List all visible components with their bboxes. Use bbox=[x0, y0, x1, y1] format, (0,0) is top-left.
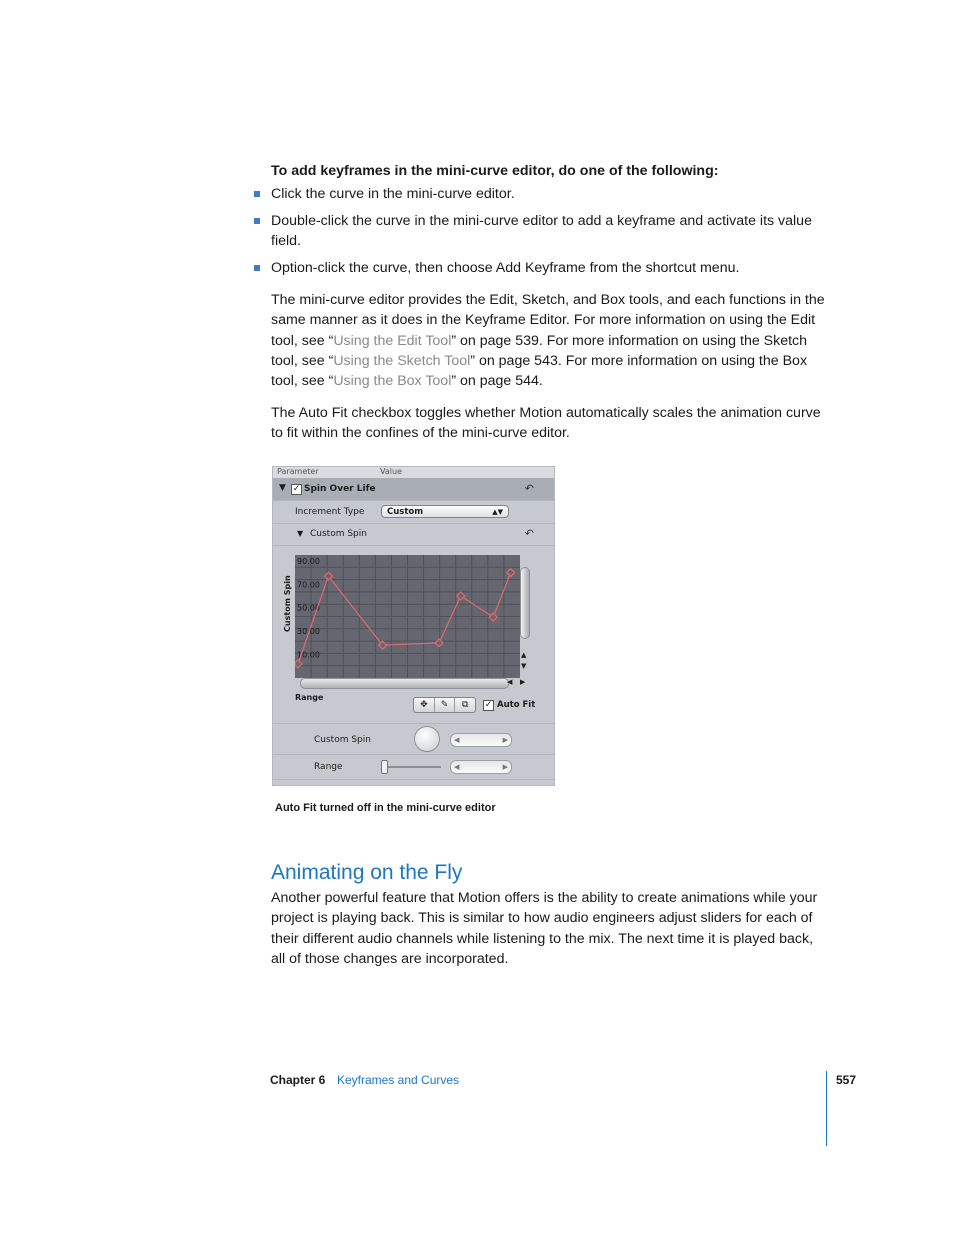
footer-chapter-title[interactable]: Keyframes and Curves bbox=[337, 1073, 460, 1087]
range-field[interactable] bbox=[450, 760, 512, 774]
disclosure-triangle-icon[interactable]: ▼ bbox=[297, 529, 304, 538]
bullet-icon bbox=[254, 218, 260, 224]
spin-over-life-row bbox=[273, 479, 554, 501]
column-parameter: Parameter bbox=[277, 467, 319, 476]
scroll-left-icon[interactable]: ◀ bbox=[507, 678, 513, 686]
y-tick-label: 30.00 bbox=[297, 627, 320, 637]
increment-type-label: Increment Type bbox=[295, 507, 365, 517]
range-row-label: Range bbox=[314, 762, 343, 772]
list-item: Option-click the curve, then choose Add Keyframe from the shortcut menu. bbox=[254, 258, 834, 278]
list-item: Click the curve in the mini-curve editor. bbox=[254, 184, 834, 204]
bullet-icon bbox=[254, 191, 260, 197]
tools-paragraph: The mini-curve editor provides the Edit, Sketch, and Box tools, and each functions in the same manner as it does in the Keyframe Editor. For more information on using the Edit tool, see “Using the Edit Tool” on page 539. For more information on using the Sketch tool, see “Using the Sketch Tool” on page 543. For more information on using the Box tool, see “Using the Box Tool” on page 544. bbox=[271, 292, 825, 390]
y-tick-label: 70.00 bbox=[297, 580, 320, 590]
custom-spin-row bbox=[273, 724, 554, 755]
dial-knob[interactable] bbox=[414, 726, 440, 752]
auto-fit-label: Auto Fit bbox=[497, 700, 536, 710]
scroll-down-icon[interactable]: ▼ bbox=[521, 662, 527, 670]
popup-arrows-icon: ▲▼ bbox=[492, 508, 503, 516]
scroll-up-icon[interactable]: ▲ bbox=[521, 651, 527, 659]
bullet-list bbox=[254, 184, 834, 285]
keyframe-point bbox=[489, 613, 497, 621]
y-tick-label: 50.00 bbox=[297, 603, 320, 613]
y-tick-label: 90.00 bbox=[297, 556, 320, 566]
link-sketch-tool[interactable]: Using the Sketch Tool bbox=[333, 352, 471, 369]
vertical-scrollbar[interactable] bbox=[520, 567, 530, 677]
box-tool-icon[interactable]: ⧉ bbox=[461, 700, 469, 710]
custom-spin-group-label: Custom Spin bbox=[310, 529, 367, 539]
sketch-tool-icon[interactable]: ✎ bbox=[435, 698, 456, 712]
custom-spin-field[interactable] bbox=[450, 733, 512, 747]
curve-line bbox=[298, 573, 511, 664]
scroll-thumb[interactable] bbox=[520, 567, 530, 639]
column-header bbox=[273, 467, 554, 479]
y-axis-label: Custom Spin bbox=[283, 575, 292, 632]
inspector-screenshot bbox=[272, 466, 555, 786]
footer-rule bbox=[826, 1071, 827, 1146]
group-label: Spin Over Life bbox=[304, 484, 376, 494]
increment-icon: ▶ bbox=[502, 763, 508, 771]
keyframe-point bbox=[457, 592, 465, 600]
range-label: Range bbox=[295, 693, 324, 702]
scroll-right-icon[interactable]: ▶ bbox=[520, 678, 526, 686]
list-item: Double-click the curve in the mini-curve editor to add a keyframe and activate its value field. bbox=[254, 211, 834, 252]
reset-icon[interactable]: ↶ bbox=[524, 482, 534, 495]
column-value: Value bbox=[380, 467, 402, 476]
link-edit-tool[interactable]: Using the Edit Tool bbox=[333, 332, 452, 349]
increment-type-row bbox=[273, 501, 554, 524]
custom-spin-group-row bbox=[273, 524, 554, 546]
y-tick-label: 10.00 bbox=[297, 650, 320, 660]
range-row bbox=[273, 755, 554, 780]
auto-fit-checkbox[interactable]: ✓ bbox=[484, 700, 493, 710]
decrement-icon: ◀ bbox=[454, 763, 460, 771]
instruction-heading: To add keyframes in the mini-curve editor, do one of the following: bbox=[271, 163, 719, 179]
increment-icon: ▶ bbox=[502, 736, 508, 744]
mini-curve-editor[interactable] bbox=[295, 555, 520, 678]
figure-caption: Auto Fit turned off in the mini-curve editor bbox=[275, 802, 496, 814]
link-box-tool[interactable]: Using the Box Tool bbox=[333, 373, 452, 390]
keyframe-point bbox=[435, 639, 443, 647]
increment-type-popup[interactable]: Custom ▲▼ bbox=[381, 505, 509, 518]
custom-spin-label: Custom Spin bbox=[314, 735, 371, 745]
curve-tools bbox=[413, 697, 476, 713]
enable-checkbox[interactable]: ✓ bbox=[292, 484, 301, 494]
disclosure-triangle-icon[interactable]: ▼ bbox=[279, 483, 286, 493]
keyframe-point bbox=[507, 569, 515, 577]
range-slider-thumb[interactable] bbox=[381, 760, 388, 774]
horizontal-scrollbar[interactable] bbox=[300, 678, 509, 689]
edit-tool-icon[interactable]: ✥ bbox=[414, 698, 435, 712]
keyframe-point bbox=[295, 660, 302, 668]
auto-fit-paragraph: The Auto Fit checkbox toggles whether Motion automatically scales the animation curve to fit within the confines of the mini-curve editor. bbox=[271, 405, 821, 442]
decrement-icon: ◀ bbox=[454, 736, 460, 744]
footer-chapter: Chapter 6 bbox=[270, 1073, 326, 1087]
section-paragraph: Another powerful feature that Motion offers is the ability to create animations while your project is playing back. This is similar to how audio engineers adjust sliders for each of their different audio channels while listening to the mix. The next time it is played back, all of those changes are incorporated. bbox=[271, 890, 818, 967]
bullet-icon bbox=[254, 265, 260, 271]
page-number: 557 bbox=[836, 1073, 857, 1087]
section-heading: Animating on the Fly bbox=[271, 861, 463, 884]
range-slider[interactable] bbox=[381, 766, 441, 768]
reset-icon[interactable]: ↶ bbox=[524, 527, 534, 540]
